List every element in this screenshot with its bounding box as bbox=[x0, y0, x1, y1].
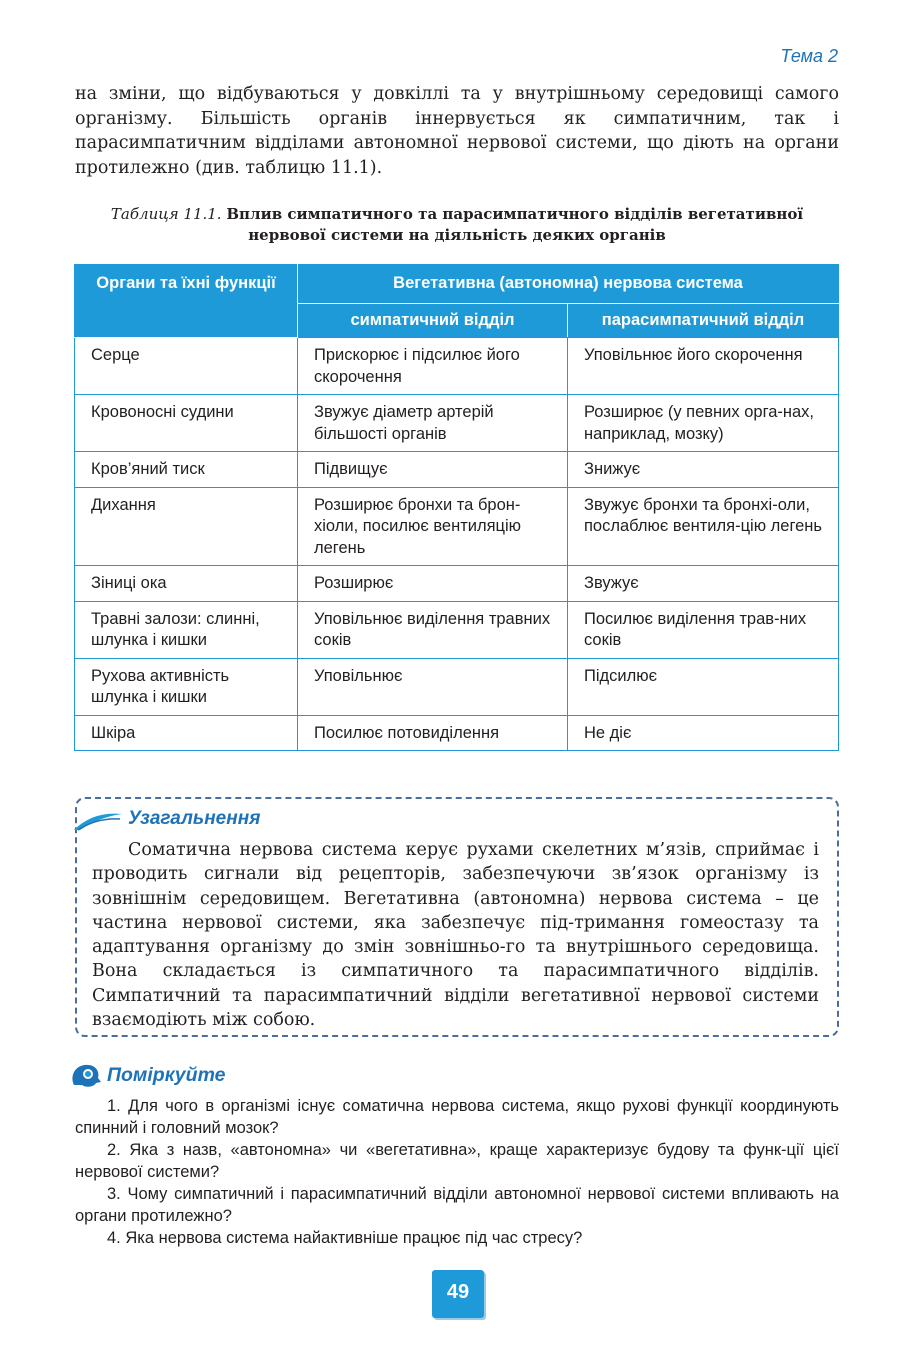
parasympathetic-cell: Розширює (у певних орга-нах, наприклад, мозку) bbox=[568, 395, 839, 452]
parasympathetic-cell: Посилює виділення трав-них соків bbox=[568, 601, 839, 658]
sympathetic-cell: Розширює бронхи та брон-хіоли, посилює вентиляцію легень bbox=[298, 487, 568, 566]
table-row bbox=[75, 338, 839, 395]
sympathetic-cell: Звужує діаметр артерій більшості органів bbox=[298, 395, 568, 452]
table-caption-title: Вплив симпатичного та парасимпатичного відділів вегетативної нервової системи на діяльність деяких органів bbox=[226, 205, 804, 244]
parasympathetic-cell: Звужує бронхи та бронхі-оли, послаблює вентиля-цію легень bbox=[568, 487, 839, 566]
table-row bbox=[75, 452, 839, 488]
sympathetic-cell: Посилює потовиділення bbox=[298, 715, 568, 751]
sympathetic-cell: Уповільнює bbox=[298, 658, 568, 715]
table-row bbox=[75, 395, 839, 452]
table-caption-label: Таблиця 11.1. bbox=[110, 205, 222, 223]
pen-swoosh-icon bbox=[72, 810, 124, 832]
organ-cell: Рухова активність шлунка і кишки bbox=[75, 658, 298, 715]
sympathetic-cell: Прискорює і підсилює його скорочення bbox=[298, 338, 568, 395]
question-item: 3. Чому симпатичний і парасимпатичний відділи автономної нервової системи впливають на органи протилежно? bbox=[75, 1185, 839, 1225]
table-row bbox=[75, 715, 839, 751]
summary-text: Соматична нервова система керує рухами скелетних м’язів, сприймає і проводить сигнали від рецепторів, забезпечуючи зв’язок організму із зовнішнім середовищем. Вегетативна (автономна) нервова система – це частина нервової системи, яка забезпечує під-тримання гомеостазу та адаптування організму до змін зовнішньо-го та внутрішнього середовища. Вона складається із симпатичного та парасимпатичного відділів. Симпатичний та парасимпатичний відділи вегетативної нервової системи взаємодіють між собою. bbox=[92, 840, 819, 1031]
question-item: 4. Яка нервова система найактивніше працює під час стресу? bbox=[107, 1229, 583, 1247]
parasympathetic-cell: Не діє bbox=[568, 715, 839, 751]
organ-cell: Зіниці ока bbox=[75, 566, 298, 602]
parasympathetic-cell: Підсилює bbox=[568, 658, 839, 715]
header-autonomic-system: Вегетативна (автономна) нервова система bbox=[298, 265, 839, 304]
organ-cell: Кровоносні судини bbox=[75, 395, 298, 452]
table-row bbox=[75, 601, 839, 658]
organ-effects-table bbox=[74, 264, 839, 751]
topic-label: Тема 2 bbox=[780, 46, 838, 66]
questions-list bbox=[75, 1095, 839, 1249]
header-sympathetic: симпатичний відділ bbox=[298, 303, 568, 338]
think-title: Поміркуйте bbox=[107, 1064, 226, 1086]
table-row bbox=[75, 658, 839, 715]
question-item: 1. Для чого в організмі існує соматична нервова система, якщо рухові функції координують спинний і головний мозок? bbox=[75, 1097, 839, 1137]
sympathetic-cell: Розширює bbox=[298, 566, 568, 602]
parasympathetic-cell: Звужує bbox=[568, 566, 839, 602]
intro-paragraph bbox=[75, 82, 839, 180]
sympathetic-cell: Уповільнює виділення травних соків bbox=[298, 601, 568, 658]
header-parasympathetic: парасимпатичний відділ bbox=[568, 303, 839, 338]
organ-cell: Травні залози: слинні, шлунка і кишки bbox=[75, 601, 298, 658]
question-item: 2. Яка з назв, «автономна» чи «вегетативна», краще характеризує будову та функ-ції цієї нервової системи? bbox=[75, 1141, 839, 1181]
organ-cell: Серце bbox=[75, 338, 298, 395]
summary-title: Узагальнення bbox=[128, 808, 261, 829]
table-row bbox=[75, 566, 839, 602]
organ-cell: Кров’яний тиск bbox=[75, 452, 298, 488]
organ-cell: Дихання bbox=[75, 487, 298, 566]
organ-cell: Шкіра bbox=[75, 715, 298, 751]
sympathetic-cell: Підвищує bbox=[298, 452, 568, 488]
page-number-badge bbox=[432, 1270, 487, 1320]
table-row bbox=[75, 487, 839, 566]
intro-text: на зміни, що відбуваються у довкіллі та у внутрішньому середовищі самого організму. Більшість органів іннервується як симпатичним, так і парасимпатичним відділами автономної нервової системи, що діють на органи протилежно (див. таблицю 11.1). bbox=[75, 84, 839, 178]
thinking-head-icon bbox=[70, 1063, 102, 1089]
parasympathetic-cell: Уповільнює його скорочення bbox=[568, 338, 839, 395]
page-number: 49 bbox=[446, 1281, 470, 1303]
parasympathetic-cell: Знижує bbox=[568, 452, 839, 488]
header-organs: Органи та їхні функції bbox=[75, 265, 298, 338]
table-caption bbox=[75, 204, 839, 246]
